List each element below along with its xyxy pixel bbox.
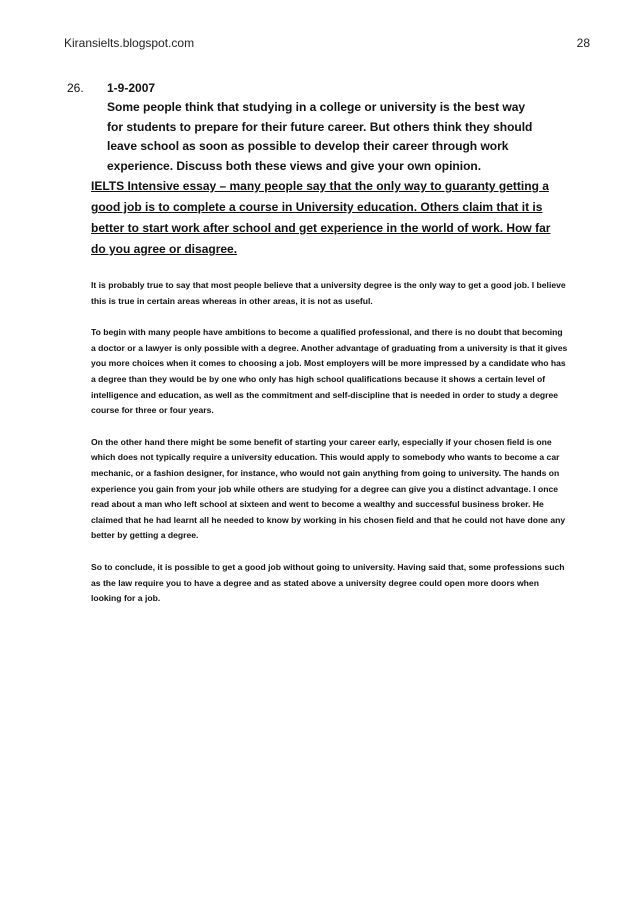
question-date: 1-9-2007 — [107, 81, 156, 95]
essay-paragraph-3: On the other hand there might be some benefit of starting your career early, especially if your chosen field is one which does not typically require a university education. This would apply to somebody who wants to become a car mechanic, or a fashion designer, for instance, who would not gain anything from going to university. The hands on experience you gain from your job while others are studying for a degree can give you a distinct advantage. I once read about a man who left school at sixteen and went to become a wealthy and successful business broker. He claimed that he had learnt all he needed to know by working in his chosen field and that he could not have done any better by getting a degree. — [91, 436, 566, 541]
essay-paragraph-4: So to conclude, it is possible to get a good job without going to university. Having said that, some professions such as the law require you to have a degree and as stated above a university degree could open more doors when looking for a job. — [91, 561, 565, 604]
page-number: 28 — [576, 36, 590, 50]
essay-paragraph-1: It is probably true to say that most people believe that a university degree is the only way to get a good job. I believe this is true in certain areas whereas in other areas, it is not as useful. — [91, 280, 566, 306]
essay-paragraph-2: To begin with many people have ambitions to become a qualified professional, and there is no doubt that becoming a doctor or a lawyer is only possible with a degree. Another advantage of graduating from a university is that it gives you more choices when it comes to choosing a job. Most employers will be more impressed by a candidate who has a degree than they would be by one who only has high school qualifications because it shows a certain level of intelligence and education, as well as the commitment and self-discipline that is needed in order to study a degree course for three or four years. — [91, 327, 568, 416]
question-header — [67, 79, 571, 98]
site-name: Kiransielts.blogspot.com — [64, 36, 195, 50]
page-content — [67, 79, 571, 615]
question-number: 26. — [67, 81, 84, 95]
essay-title: IELTS Intensive essay – many people say that the only way to guaranty getting a good job is to complete a course in University education. Others claim that it is better to start work after school and get experience in the world of work. How far do you agree or disagree. — [91, 179, 551, 256]
question-prompt: Some people think that studying in a college or university is the best way for students to prepare for their future career. But others think they should leave school as soon as possible to develop their career through work experience. Discuss both these views and give your own opinion. — [107, 100, 533, 173]
page-header — [64, 36, 590, 50]
